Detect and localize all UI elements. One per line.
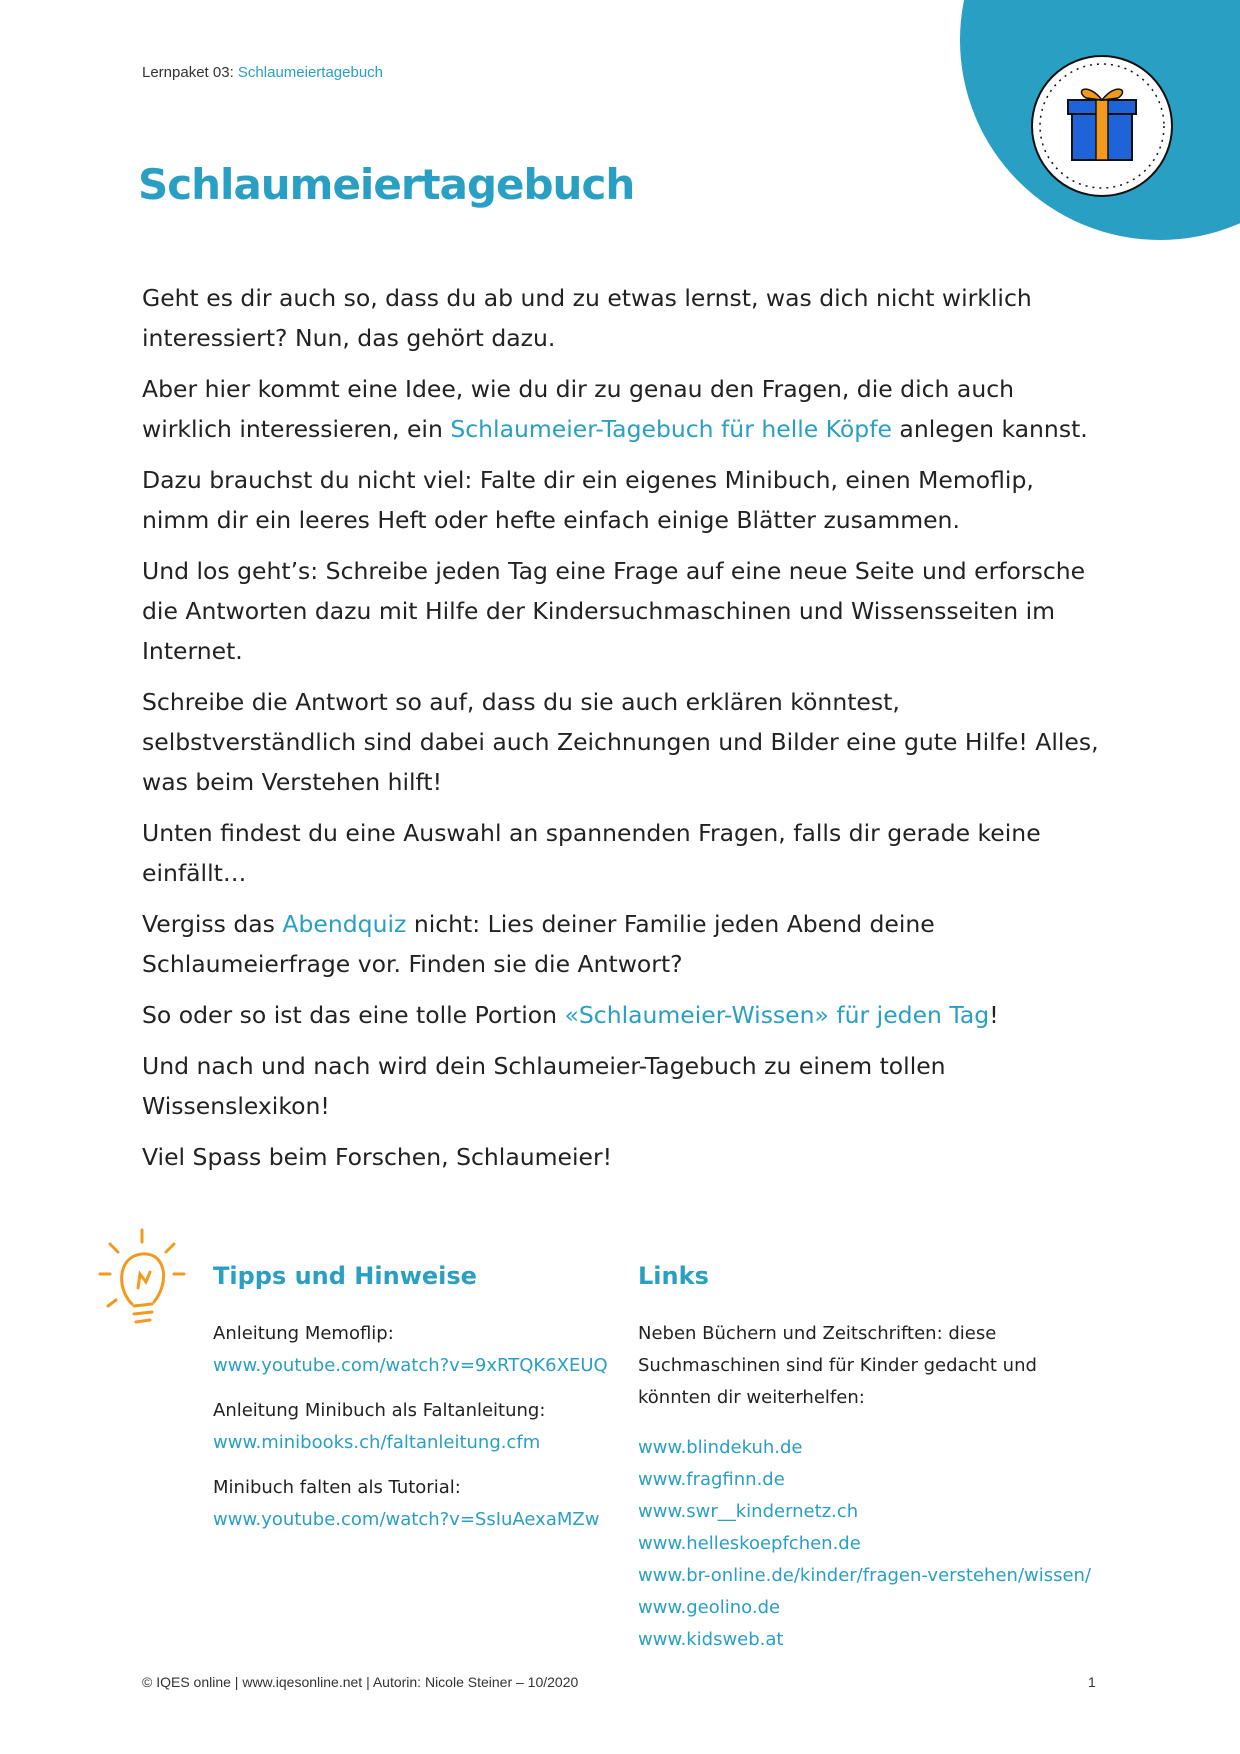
schlaumeier-wissen-link[interactable]: «Schlaumeier-Wissen» für jeden Tag xyxy=(564,1001,990,1029)
paragraph: Dazu brauchst du nicht viel: Falte dir ein eigenes Minibuch, einen Memoflip, nimm dir ein leeres Heft oder hefte einfach einige Blätter zusammen. xyxy=(142,466,1034,534)
text: Vergiss das xyxy=(142,910,283,938)
paragraph: Unten findest du eine Auswahl an spannenden Fragen, falls dir gerade keine einfällt… xyxy=(142,819,1041,887)
tip-item xyxy=(213,1395,613,1459)
paragraph: Geht es dir auch so, dass du ab und zu etwas lernst, was dich nicht wirklich interessiert? Nun, das gehört dazu. xyxy=(142,284,1032,352)
text: Aber hier kommt eine Idee, wie du dir zu genau den Fragen, die dich auch wirklich interessieren, ein xyxy=(142,375,1015,443)
tip-url[interactable]: www.youtube.com/watch?v=SsIuAexaMZw xyxy=(213,1509,600,1530)
tip-item xyxy=(213,1318,613,1382)
tip-item xyxy=(213,1472,613,1536)
link-item[interactable]: www.swr__kindernetz.ch xyxy=(638,1501,859,1522)
tip-url[interactable]: www.youtube.com/watch?v=9xRTQK6XEUQ xyxy=(213,1355,608,1376)
breadcrumb-link[interactable]: Schlaumeiertagebuch xyxy=(237,64,384,81)
lightbulb-icon xyxy=(96,1226,192,1336)
breadcrumb xyxy=(142,64,383,81)
paragraph: Schreibe die Antwort so auf, dass du sie auch erklären könntest, selbstverständlich sind dabei auch Zeichnungen und Bilder eine gute Hilfe! Alles, was beim Verstehen hilft! xyxy=(142,688,1099,796)
paragraph: Und los geht’s: Schreibe jeden Tag eine Frage auf eine neue Seite und erforsche die Antworten dazu mit Hilfe der Kindersuchmaschinen und Wissensseiten im Internet. xyxy=(142,557,1086,665)
tip-label: Minibuch falten als Tutorial: xyxy=(213,1477,461,1498)
footer-text: © IQES online | www.iqesonline.net | Autorin: Nicole Steiner – 10/2020 xyxy=(142,1674,579,1690)
text: anlegen kannst. xyxy=(891,415,1088,443)
gift-icon xyxy=(1028,52,1176,200)
body-text xyxy=(142,278,1102,1188)
paragraph: Und nach und nach wird dein Schlaumeier-Tagebuch zu einem tollen Wissenslexikon! xyxy=(142,1052,946,1120)
tips-list xyxy=(213,1318,613,1549)
tips-heading: Tipps und Hinweise xyxy=(213,1262,477,1290)
links-section xyxy=(638,1318,1098,1656)
link-item[interactable]: www.br-online.de/kinder/fragen-verstehen/wissen/ xyxy=(638,1565,1092,1586)
paragraph xyxy=(142,904,1102,984)
links-heading: Links xyxy=(638,1262,709,1290)
text: ! xyxy=(989,1001,999,1029)
tip-label: Anleitung Minibuch als Faltanleitung: xyxy=(213,1400,546,1421)
tagebuch-link[interactable]: Schlaumeier-Tagebuch für helle Köpfe xyxy=(450,415,892,443)
link-item[interactable]: www.fragfinn.de xyxy=(638,1469,785,1490)
text: So oder so ist das eine tolle Portion xyxy=(142,1001,565,1029)
links-intro: Neben Büchern und Zeitschriften: diese Suchmaschinen sind für Kinder gedacht und könnten dir weiterhelfen: xyxy=(638,1323,1037,1408)
paragraph xyxy=(142,369,1102,449)
link-item[interactable]: www.helleskoepfchen.de xyxy=(638,1533,861,1554)
tip-url[interactable]: www.minibooks.ch/faltanleitung.cfm xyxy=(213,1432,541,1453)
page-title: Schlaumeiertagebuch xyxy=(138,160,635,209)
link-item[interactable]: www.blindekuh.de xyxy=(638,1437,803,1458)
tip-label: Anleitung Memoflip: xyxy=(213,1323,394,1344)
link-item[interactable]: www.kidsweb.at xyxy=(638,1629,784,1650)
paragraph: Viel Spass beim Forschen, Schlaumeier! xyxy=(142,1143,613,1171)
page-number: 1 xyxy=(1088,1674,1096,1690)
paragraph xyxy=(142,995,1102,1035)
text: nicht: Lies deiner Familie jeden Abend deine Schlaumeierfrage vor. Finden sie die Antwort? xyxy=(142,910,935,978)
abendquiz-link[interactable]: Abendquiz xyxy=(282,910,407,938)
breadcrumb-prefix: Lernpaket 03: xyxy=(142,64,234,81)
links-list xyxy=(638,1432,1098,1656)
link-item[interactable]: www.geolino.de xyxy=(638,1597,781,1618)
